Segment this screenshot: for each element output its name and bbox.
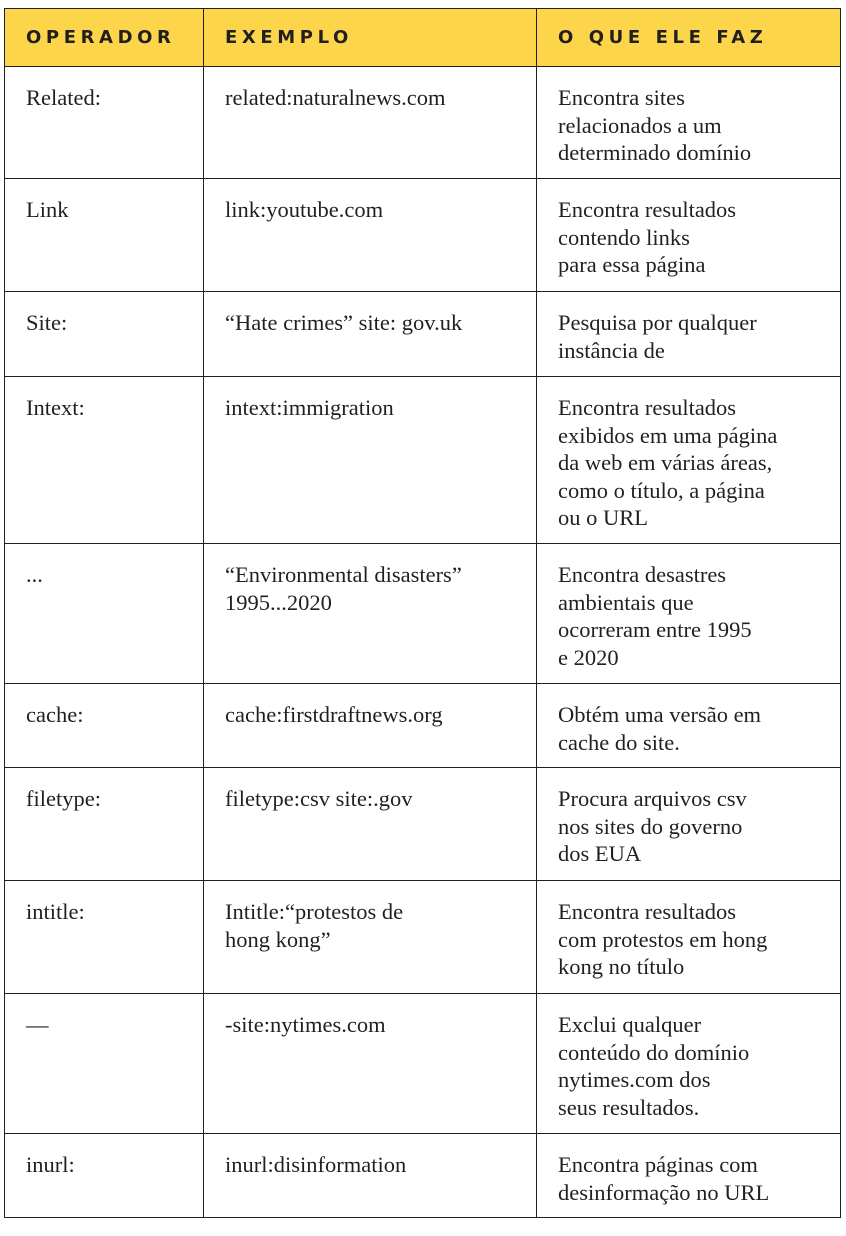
operator-cell-text-line: — xyxy=(26,1012,49,1037)
description-cell-text-line: para essa página xyxy=(558,252,706,277)
example-cell-content xyxy=(204,544,536,616)
header-example xyxy=(204,9,537,67)
example-cell-content xyxy=(204,292,536,337)
operator-cell-content xyxy=(5,994,203,1039)
header-description xyxy=(537,9,841,67)
description-cell xyxy=(537,544,841,684)
operator-cell-content xyxy=(5,67,203,112)
description-cell-text-line: da web em várias áreas, xyxy=(558,450,773,475)
example-cell-text-line: link:youtube.com xyxy=(225,197,384,222)
description-cell-text-line: kong no título xyxy=(558,954,685,979)
description-cell-text-line: Pesquisa por qualquer xyxy=(558,310,757,335)
description-cell-text-line: Encontra desastres xyxy=(558,562,727,587)
description-cell-text-line: exibidos em uma página xyxy=(558,422,778,448)
header-operator-label: OPERADOR xyxy=(26,27,176,48)
example-cell xyxy=(204,377,537,544)
operator-cell xyxy=(5,768,204,881)
example-cell-text-line: filetype:csv site:.gov xyxy=(225,786,413,811)
description-cell xyxy=(537,67,841,179)
table-row xyxy=(5,684,841,768)
example-cell xyxy=(204,768,537,881)
example-cell xyxy=(204,292,537,377)
example-cell-content xyxy=(204,179,536,224)
description-cell-content xyxy=(537,179,840,279)
search-operators-table xyxy=(4,8,841,1218)
operator-cell-text-line: Related: xyxy=(26,85,101,110)
table-row xyxy=(5,179,841,292)
description-cell-text-line: Procura arquivos csv xyxy=(558,786,747,811)
description-cell-text-line: ambientais que xyxy=(558,589,694,615)
example-cell xyxy=(204,684,537,768)
header-description-label: O QUE ELE FAZ xyxy=(558,27,768,48)
operator-cell-content xyxy=(5,544,203,589)
description-cell-text-line: determinado domínio xyxy=(558,140,752,165)
example-cell-text-line: hong kong” xyxy=(225,926,331,952)
example-cell-content xyxy=(204,377,536,422)
description-cell-text-line: contendo links xyxy=(558,224,690,250)
example-cell-text-line: intext:immigration xyxy=(225,395,394,420)
example-cell-content xyxy=(204,67,536,112)
operator-cell-text-line: Link xyxy=(26,197,69,222)
description-cell-content xyxy=(537,684,840,756)
example-cell-text-line: related:naturalnews.com xyxy=(225,85,446,110)
example-cell xyxy=(204,544,537,684)
description-cell-text-line: relacionados a um xyxy=(558,112,722,138)
description-cell-text-line: conteúdo do domínio xyxy=(558,1039,750,1065)
header-row xyxy=(5,9,841,67)
description-cell-text-line: desinformação no URL xyxy=(558,1179,770,1205)
operator-cell-content xyxy=(5,1134,203,1179)
operator-cell xyxy=(5,994,204,1134)
operator-cell xyxy=(5,544,204,684)
description-cell-text-line: dos EUA xyxy=(558,841,642,866)
operator-cell-content xyxy=(5,179,203,224)
description-cell-text-line: Encontra resultados xyxy=(558,899,737,924)
example-cell-text-line: 1995...2020 xyxy=(225,589,332,615)
description-cell-content xyxy=(537,768,840,868)
example-cell-text-line: cache:firstdraftnews.org xyxy=(225,702,443,727)
header-operator xyxy=(5,9,204,67)
operator-cell xyxy=(5,1134,204,1218)
example-cell-content xyxy=(204,684,536,729)
table-row xyxy=(5,67,841,179)
table-row xyxy=(5,292,841,377)
description-cell-text-line: Encontra sites xyxy=(558,85,685,110)
operator-cell xyxy=(5,179,204,292)
example-cell xyxy=(204,179,537,292)
description-cell-content xyxy=(537,67,840,167)
description-cell-text-line: nos sites do governo xyxy=(558,813,743,839)
example-cell-text-line: Intitle:“protestos de xyxy=(225,899,404,924)
operator-cell-text-line: filetype: xyxy=(26,786,101,811)
table-row xyxy=(5,881,841,994)
operator-cell-content xyxy=(5,881,203,926)
description-cell-text-line: ou o URL xyxy=(558,505,648,530)
operator-cell-text-line: Site: xyxy=(26,310,68,335)
operator-cell-text-line: ... xyxy=(26,562,43,587)
example-cell xyxy=(204,994,537,1134)
table-row xyxy=(5,994,841,1134)
example-cell-text-line: “Hate crimes” site: gov.uk xyxy=(225,310,463,335)
description-cell-text-line: ocorreram entre 1995 xyxy=(558,617,752,642)
operator-cell-content xyxy=(5,292,203,337)
operator-cell xyxy=(5,292,204,377)
operator-cell xyxy=(5,881,204,994)
description-cell-content xyxy=(537,544,840,671)
description-cell-text-line: nytimes.com dos xyxy=(558,1067,711,1092)
description-cell-text-line: como o título, a página xyxy=(558,477,765,503)
description-cell xyxy=(537,684,841,768)
operator-cell xyxy=(5,684,204,768)
operator-cell-content xyxy=(5,377,203,422)
description-cell-text-line: Encontra resultados xyxy=(558,197,737,222)
description-cell-content xyxy=(537,377,840,532)
description-cell-text-line: instância de xyxy=(558,337,665,363)
example-cell xyxy=(204,1134,537,1218)
table-row xyxy=(5,1134,841,1218)
description-cell-text-line: e 2020 xyxy=(558,644,619,670)
example-cell-text-line: -site:nytimes.com xyxy=(225,1012,386,1037)
operator-cell-text-line: Intext: xyxy=(26,395,85,420)
example-cell xyxy=(204,67,537,179)
description-cell-text-line: seus resultados. xyxy=(558,1094,700,1120)
table-row xyxy=(5,768,841,881)
description-cell-text-line: Exclui qualquer xyxy=(558,1012,702,1037)
description-cell-content xyxy=(537,292,840,364)
description-cell-text-line: cache do site. xyxy=(558,729,680,755)
operator-cell-text-line: intitle: xyxy=(26,899,85,924)
description-cell xyxy=(537,881,841,994)
description-cell xyxy=(537,292,841,377)
description-cell-content xyxy=(537,994,840,1121)
description-cell-text-line: Obtém uma versão em xyxy=(558,702,762,727)
operator-cell xyxy=(5,377,204,544)
example-cell-content xyxy=(204,768,536,813)
description-cell xyxy=(537,179,841,292)
table-row xyxy=(5,544,841,684)
example-cell-text-line: inurl:disinformation xyxy=(225,1152,407,1177)
description-cell xyxy=(537,377,841,544)
operator-cell-content xyxy=(5,768,203,813)
operator-cell-text-line: inurl: xyxy=(26,1152,75,1177)
operator-cell xyxy=(5,67,204,179)
operator-cell-text-line: cache: xyxy=(26,702,84,727)
description-cell-text-line: Encontra páginas com xyxy=(558,1152,758,1177)
description-cell-content xyxy=(537,881,840,981)
description-cell-content xyxy=(537,1134,840,1206)
example-cell-content xyxy=(204,994,536,1039)
operator-cell-content xyxy=(5,684,203,729)
table-row xyxy=(5,377,841,544)
description-cell xyxy=(537,1134,841,1218)
description-cell-text-line: com protestos em hong xyxy=(558,926,768,952)
description-cell xyxy=(537,994,841,1134)
description-cell-text-line: Encontra resultados xyxy=(558,395,737,420)
example-cell-content xyxy=(204,1134,536,1179)
header-example-label: EXEMPLO xyxy=(225,27,353,48)
example-cell-text-line: “Environmental disasters” xyxy=(225,562,462,587)
description-cell xyxy=(537,768,841,881)
example-cell xyxy=(204,881,537,994)
example-cell-content xyxy=(204,881,536,953)
